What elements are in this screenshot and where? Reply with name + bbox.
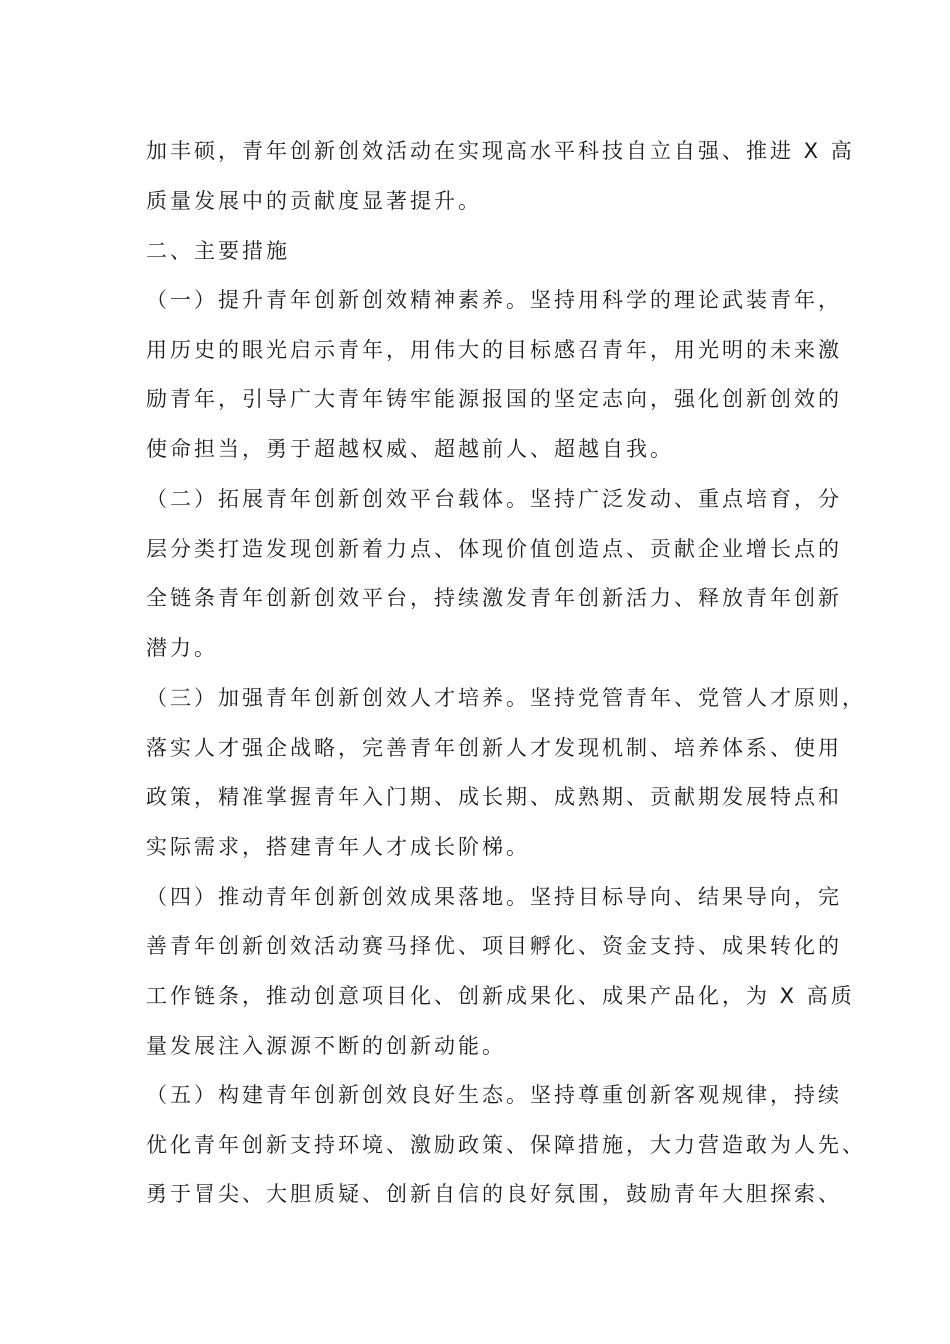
text-line: 潜力。 [146, 636, 218, 660]
text-line: （五）构建青年创新创效良好生态。坚持尊重创新客观规律，持续 [146, 1083, 842, 1107]
text-line: （四）推动青年创新创效成果落地。坚持目标导向、结果导向，完 [146, 885, 842, 909]
text-line: 加丰硕，青年创新创效活动在实现高水平科技自立自强、推进 X 高 [146, 139, 855, 163]
text-line: （一）提升青年创新创效精神素养。坚持用科学的理论武装青年， [146, 288, 842, 312]
text-line: 质量发展中的贡献度显著提升。 [146, 189, 482, 213]
text-line: 善青年创新创效活动赛马择优、项目孵化、资金支持、成果转化的 [146, 934, 842, 958]
text-line: （三）加强青年创新创效人才培养。坚持党管青年、党管人才原则， [146, 686, 866, 710]
text-line: （二）拓展青年创新创效平台载体。坚持广泛发动、重点培育，分 [146, 487, 842, 511]
text-line: 落实人才强企战略，完善青年创新人才发现机制、培养体系、使用 [146, 736, 842, 760]
text-line: 层分类打造发现创新着力点、体现价值创造点、贡献企业增长点的 [146, 537, 842, 561]
text-line: 政策，精准掌握青年入门期、成长期、成熟期、贡献期发展特点和 [146, 785, 842, 809]
text-line: 用历史的眼光启示青年，用伟大的目标感召青年，用光明的未来激 [146, 338, 842, 362]
text-line: 使命担当，勇于超越权威、超越前人、超越自我。 [146, 437, 674, 461]
text-line: 量发展注入源源不断的创新动能。 [146, 1034, 506, 1058]
text-line: 全链条青年创新创效平台，持续激发青年创新活力、释放青年创新 [146, 586, 842, 610]
section-heading: 二、主要措施 [146, 239, 290, 263]
text-line: 优化青年创新支持环境、激励政策、保障措施，大力营造敢为人先、 [146, 1133, 866, 1157]
text-line: 工作链条，推动创意项目化、创新成果化、成果产品化，为 X 高质 [146, 984, 855, 1008]
text-line: 实际需求，搭建青年人才成长阶梯。 [146, 835, 530, 859]
text-line: 勇于冒尖、大胆质疑、创新自信的良好氛围，鼓励青年大胆探索、 [146, 1182, 842, 1206]
text-line: 励青年，引导广大青年铸牢能源报国的坚定志向，强化创新创效的 [146, 387, 842, 411]
